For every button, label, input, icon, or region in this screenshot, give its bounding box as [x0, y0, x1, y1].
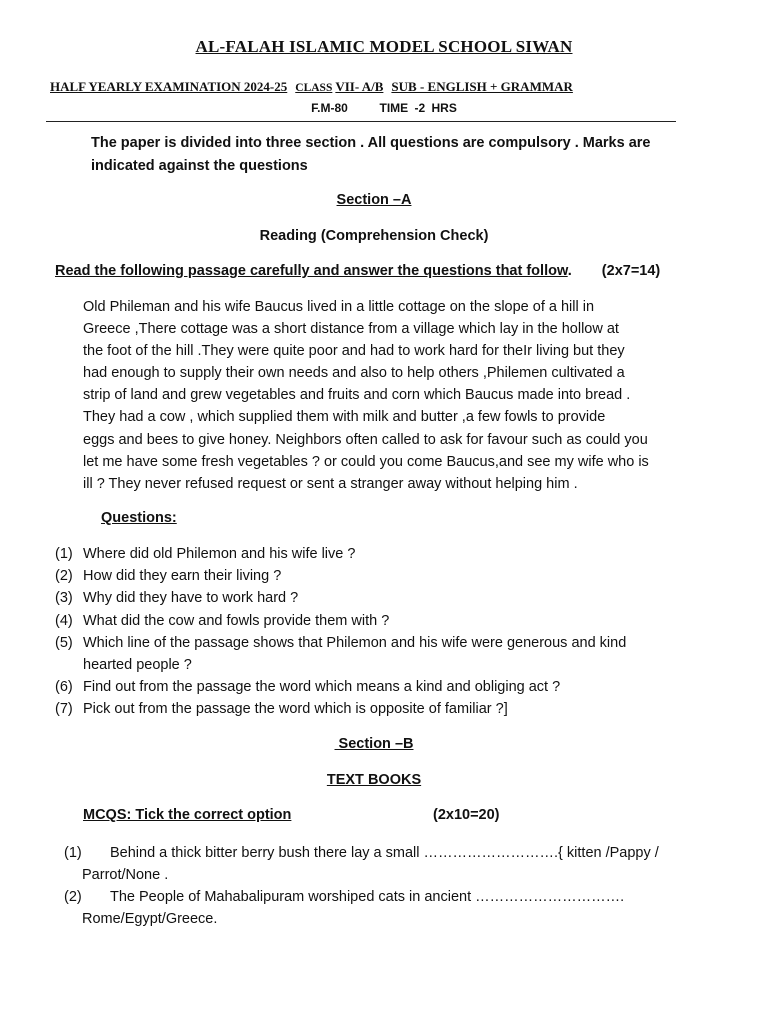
question-number: (5)	[55, 634, 73, 651]
question-list	[55, 543, 695, 721]
question-number: (4)	[55, 612, 73, 629]
mcq-marks: (2x10=20)	[433, 807, 500, 823]
general-instructions: The paper is divided into three section . All questions are compulsory . Marks are indicated against the questions	[91, 135, 651, 174]
mcq-text: The People of Mahabalipuram worshiped cats in ancient ………………………….	[110, 889, 625, 905]
mcq-number: (2)	[64, 889, 82, 905]
question-item	[55, 565, 695, 587]
reading-directive	[55, 263, 695, 279]
passage-line: the foot of the hill .They were quite poor and had to work hard for theIr living but they	[83, 343, 625, 360]
mcq-text: Behind a thick bitter berry bush there lay a small ……………………….{ kitten /Pappy /	[110, 845, 659, 861]
mcq-options: Parrot/None .	[82, 867, 169, 884]
exam-time: TIME -2 HRS	[379, 101, 457, 115]
section-b-subtitle: TEXT BOOKS	[326, 772, 422, 788]
question-text: How did they earn their living ?	[83, 568, 282, 585]
subject: SUB - ENGLISH + GRAMMAR	[391, 79, 573, 94]
directive-text: Read the following passage carefully and answer the questions that follow	[55, 263, 568, 279]
question-line: hearted people ?	[83, 657, 192, 674]
mcq-options: Rome/Egypt/Greece.	[82, 911, 218, 928]
passage-line: strip of land and grew vegetables and fruits and corn which Baucus made into bread .	[83, 387, 631, 404]
question-text: Pick out from the passage the word which is opposite of familiar ?]	[83, 701, 508, 718]
question-number: (7)	[55, 701, 73, 718]
question-item	[55, 632, 695, 676]
passage-line: Old Phileman and his wife Baucus lived in a little cottage on the slope of a hill in	[83, 299, 595, 315]
passage-line: eggs and bees to give honey. Neighbors often called to ask for favour such as could you	[83, 431, 648, 448]
question-item	[55, 587, 695, 609]
exam-title: HALF YEARLY EXAMINATION 2024-25	[50, 79, 288, 94]
passage-line: ill ? They never refused request or sent a stranger away without helping him .	[83, 475, 578, 492]
school-name: AL-FALAH ISLAMIC MODEL SCHOOL SIWAN	[195, 37, 573, 56]
comprehension-passage	[83, 296, 683, 495]
question-number: (1)	[55, 546, 73, 562]
class-value: VII- A/B	[335, 79, 384, 94]
question-text: What did the cow and fowls provide them with ?	[83, 612, 390, 629]
section-a-subtitle: Reading (Comprehension Check)	[259, 228, 489, 244]
question-item	[55, 698, 695, 720]
passage-line: had enough to supply their own needs and also to help others ,Philemen cultivated a	[83, 365, 625, 382]
section-b-title: Section –B	[334, 736, 414, 752]
mcq-item	[64, 842, 694, 886]
marks-time-line	[0, 101, 768, 115]
questions-heading: Questions:	[101, 510, 177, 526]
question-item	[55, 543, 695, 565]
question-text: Where did old Philemon and his wife live ?	[83, 546, 356, 562]
question-item	[55, 610, 695, 632]
question-text: Find out from the passage the word which means a kind and obliging act ?	[83, 679, 561, 696]
directive-end: .	[567, 263, 572, 279]
question-item	[55, 676, 695, 698]
class-label: CLASS	[295, 82, 333, 94]
question-number: (2)	[55, 568, 73, 585]
question-number: (6)	[55, 679, 73, 696]
section-a-title: Section –A	[336, 192, 412, 208]
question-number: (3)	[55, 590, 73, 607]
mcq-item	[64, 886, 694, 930]
mcq-heading: MCQS: Tick the correct option	[83, 807, 292, 823]
question-text: Why did they have to work hard ?	[83, 590, 299, 607]
question-text	[83, 632, 695, 676]
passage-line: let me have some fresh vegetables ? or could you come Baucus,and see my wife who is	[83, 453, 649, 470]
exam-info-line	[50, 79, 690, 95]
header-divider	[46, 121, 676, 122]
passage-line: They had a cow , which supplied them with milk and butter ,a few fowls to provide	[83, 409, 606, 426]
passage-line: Greece ,There cottage was a short distance from a village which lay in the hollow at	[83, 321, 619, 338]
section-a-marks: (2x7=14)	[601, 263, 661, 279]
mcq-number: (1)	[64, 845, 82, 861]
full-marks: F.M-80	[311, 101, 348, 115]
question-line: Which line of the passage shows that Philemon and his wife were generous and kind	[83, 634, 627, 651]
